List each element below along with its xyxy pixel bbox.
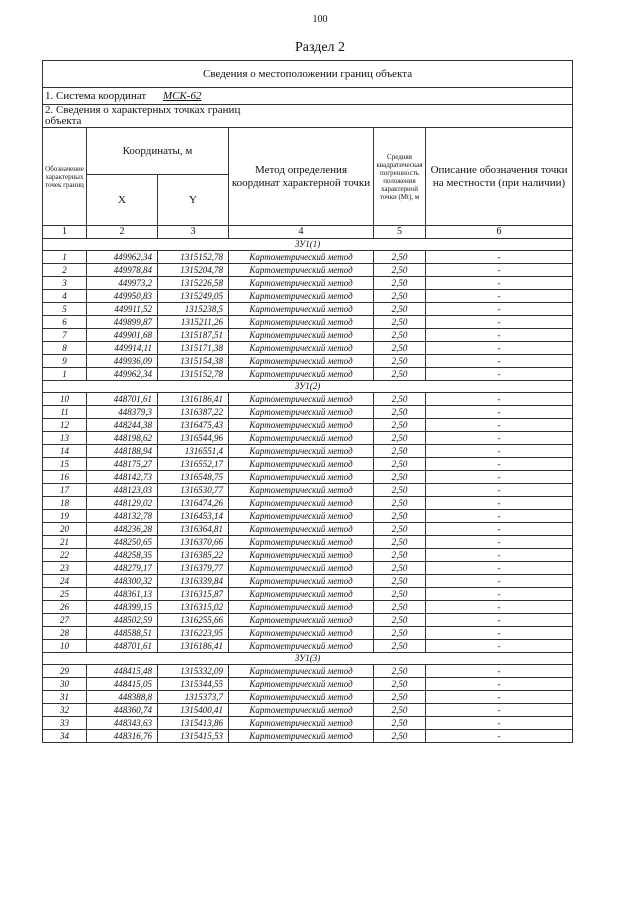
table-row [43, 303, 573, 316]
coord-y: 1315373,7 [158, 691, 229, 704]
error: 2,50 [374, 562, 426, 575]
table-row [43, 458, 573, 471]
method: Картометрический метод [229, 251, 374, 264]
point-number: 2 [43, 264, 87, 277]
coord-y: 1315226,58 [158, 277, 229, 290]
point-number: 22 [43, 549, 87, 562]
method: Картометрический метод [229, 640, 374, 653]
point-number: 25 [43, 588, 87, 601]
coord-y: 1316315,02 [158, 601, 229, 614]
method: Картометрический метод [229, 549, 374, 562]
table-row [43, 406, 573, 419]
coord-y: 1315211,26 [158, 316, 229, 329]
coord-y: 1315171,38 [158, 342, 229, 355]
method: Картометрический метод [229, 264, 374, 277]
char-points-label: 2. Сведения о характерных точках границ объекта [43, 105, 573, 128]
coord-x: 448415,48 [87, 665, 158, 678]
coord-y: 1315344,55 [158, 678, 229, 691]
method: Картометрический метод [229, 627, 374, 640]
coord-x: 448142,73 [87, 471, 158, 484]
coord-y: 1316186,41 [158, 393, 229, 406]
method: Картометрический метод [229, 717, 374, 730]
method: Картометрический метод [229, 665, 374, 678]
coord-x: 448188,94 [87, 445, 158, 458]
method: Картометрический метод [229, 562, 374, 575]
method: Картометрический метод [229, 329, 374, 342]
coord-x: 449936,09 [87, 355, 158, 368]
coord-y: 1316530,77 [158, 484, 229, 497]
table-row [43, 355, 573, 368]
description: - [426, 575, 573, 588]
table-row [43, 614, 573, 627]
table-row [43, 510, 573, 523]
coord-y: 1315152,78 [158, 251, 229, 264]
coord-y: 1315400,41 [158, 704, 229, 717]
method: Картометрический метод [229, 588, 374, 601]
point-number: 30 [43, 678, 87, 691]
error: 2,50 [374, 406, 426, 419]
group-name: ЗУ1(3) [43, 653, 573, 665]
description: - [426, 601, 573, 614]
table-row [43, 277, 573, 290]
error: 2,50 [374, 704, 426, 717]
description: - [426, 303, 573, 316]
coord-y: 1315249,05 [158, 290, 229, 303]
coord-x: 448300,32 [87, 575, 158, 588]
description: - [426, 717, 573, 730]
coord-y: 1316223,95 [158, 627, 229, 640]
description: - [426, 342, 573, 355]
description: - [426, 730, 573, 743]
coord-y: 1315154,38 [158, 355, 229, 368]
coord-x: 448236,28 [87, 523, 158, 536]
error: 2,50 [374, 678, 426, 691]
table-row [43, 575, 573, 588]
error: 2,50 [374, 730, 426, 743]
table-row [43, 588, 573, 601]
point-number: 10 [43, 640, 87, 653]
point-number: 34 [43, 730, 87, 743]
table-row [43, 562, 573, 575]
coord-y: 1315238,5 [158, 303, 229, 316]
point-number: 16 [43, 471, 87, 484]
coord-x: 448701,61 [87, 393, 158, 406]
error: 2,50 [374, 264, 426, 277]
method: Картометрический метод [229, 277, 374, 290]
coord-x: 448415,05 [87, 678, 158, 691]
coord-y: 1316379,77 [158, 562, 229, 575]
column-number: 6 [426, 226, 573, 239]
method: Картометрический метод [229, 419, 374, 432]
column-number: 2 [87, 226, 158, 239]
point-number: 11 [43, 406, 87, 419]
coord-system-row [43, 88, 573, 105]
error: 2,50 [374, 717, 426, 730]
header-point-designation: Обозначение характерных точек границ [43, 128, 87, 226]
error: 2,50 [374, 627, 426, 640]
description: - [426, 562, 573, 575]
table-row [43, 445, 573, 458]
method: Картометрический метод [229, 536, 374, 549]
error: 2,50 [374, 277, 426, 290]
method: Картометрический метод [229, 691, 374, 704]
method: Картометрический метод [229, 368, 374, 381]
description: - [426, 588, 573, 601]
method: Картометрический метод [229, 471, 374, 484]
error: 2,50 [374, 614, 426, 627]
coord-y: 1316475,43 [158, 419, 229, 432]
method: Картометрический метод [229, 406, 374, 419]
description: - [426, 355, 573, 368]
coord-y: 1315187,51 [158, 329, 229, 342]
table-row [43, 432, 573, 445]
coord-y: 1316364,81 [158, 523, 229, 536]
coord-x: 448123,03 [87, 484, 158, 497]
description: - [426, 277, 573, 290]
header-row-1 [43, 128, 573, 175]
description: - [426, 251, 573, 264]
error: 2,50 [374, 691, 426, 704]
error: 2,50 [374, 510, 426, 523]
group-row [43, 653, 573, 665]
coord-x: 448244,38 [87, 419, 158, 432]
point-number: 14 [43, 445, 87, 458]
table-row [43, 601, 573, 614]
error: 2,50 [374, 549, 426, 562]
coord-x: 448198,62 [87, 432, 158, 445]
point-number: 12 [43, 419, 87, 432]
table-row [43, 290, 573, 303]
error: 2,50 [374, 290, 426, 303]
table-row [43, 329, 573, 342]
coord-x: 449962,34 [87, 368, 158, 381]
point-number: 6 [43, 316, 87, 329]
point-number: 8 [43, 342, 87, 355]
error: 2,50 [374, 329, 426, 342]
coord-x: 449962,34 [87, 251, 158, 264]
method: Картометрический метод [229, 510, 374, 523]
description: - [426, 264, 573, 277]
method: Картометрический метод [229, 601, 374, 614]
point-number: 13 [43, 432, 87, 445]
description: - [426, 484, 573, 497]
coord-y: 1316551,4 [158, 445, 229, 458]
description: - [426, 497, 573, 510]
description: - [426, 316, 573, 329]
method: Картометрический метод [229, 458, 374, 471]
point-number: 1 [43, 251, 87, 264]
header-y: Y [158, 175, 229, 226]
error: 2,50 [374, 575, 426, 588]
coord-y: 1316552,17 [158, 458, 229, 471]
coord-y: 1316385,22 [158, 549, 229, 562]
description: - [426, 665, 573, 678]
description: - [426, 691, 573, 704]
coord-y: 1316370,66 [158, 536, 229, 549]
boundary-form [42, 60, 572, 743]
point-number: 4 [43, 290, 87, 303]
coord-y: 1315332,09 [158, 665, 229, 678]
header-description: Описание обозначения точки на местности (при наличии) [426, 128, 573, 226]
point-number: 28 [43, 627, 87, 640]
method: Картометрический метод [229, 432, 374, 445]
coord-x: 448399,15 [87, 601, 158, 614]
coord-x: 448701,61 [87, 640, 158, 653]
coord-x: 448388,8 [87, 691, 158, 704]
coord-x: 449973,2 [87, 277, 158, 290]
coord-y: 1316474,26 [158, 497, 229, 510]
error: 2,50 [374, 355, 426, 368]
error: 2,50 [374, 342, 426, 355]
point-number: 5 [43, 303, 87, 316]
point-number: 18 [43, 497, 87, 510]
coord-x: 448360,74 [87, 704, 158, 717]
error: 2,50 [374, 432, 426, 445]
description: - [426, 432, 573, 445]
method: Картометрический метод [229, 678, 374, 691]
header-error: Средняя квадратическая погрешность положения характерной точки (Mt), м [374, 128, 426, 226]
method: Картометрический метод [229, 704, 374, 717]
method: Картометрический метод [229, 497, 374, 510]
group-row [43, 381, 573, 393]
method: Картометрический метод [229, 484, 374, 497]
column-number: 1 [43, 226, 87, 239]
description: - [426, 510, 573, 523]
header-coordinates: Координаты, м [87, 128, 229, 175]
method: Картометрический метод [229, 303, 374, 316]
error: 2,50 [374, 316, 426, 329]
description: - [426, 640, 573, 653]
char-points-row [43, 105, 573, 128]
section-title: Раздел 2 [294, 40, 346, 55]
point-number: 27 [43, 614, 87, 627]
description: - [426, 290, 573, 303]
error: 2,50 [374, 471, 426, 484]
description: - [426, 704, 573, 717]
table-row [43, 549, 573, 562]
table-row [43, 419, 573, 432]
point-number: 20 [43, 523, 87, 536]
coord-y: 1316255,66 [158, 614, 229, 627]
coord-y: 1315415,53 [158, 730, 229, 743]
error: 2,50 [374, 445, 426, 458]
group-name: ЗУ1(2) [43, 381, 573, 393]
error: 2,50 [374, 484, 426, 497]
coord-x: 448361,13 [87, 588, 158, 601]
table-row [43, 717, 573, 730]
description: - [426, 368, 573, 381]
point-number: 15 [43, 458, 87, 471]
table-row [43, 497, 573, 510]
table-row [43, 536, 573, 549]
coord-x: 448129,02 [87, 497, 158, 510]
coord-x: 448258,35 [87, 549, 158, 562]
header-x: X [87, 175, 158, 226]
coord-system-cell [43, 88, 573, 105]
error: 2,50 [374, 523, 426, 536]
coord-y: 1316544,96 [158, 432, 229, 445]
description: - [426, 406, 573, 419]
point-number: 1 [43, 368, 87, 381]
method: Картометрический метод [229, 523, 374, 536]
coord-system-value: МСК-62 [162, 90, 202, 102]
table-row [43, 251, 573, 264]
column-number: 3 [158, 226, 229, 239]
coord-x: 448316,76 [87, 730, 158, 743]
coord-y: 1316453,14 [158, 510, 229, 523]
description: - [426, 614, 573, 627]
coord-x: 448250,65 [87, 536, 158, 549]
table-row [43, 730, 573, 743]
table-row [43, 665, 573, 678]
method: Картометрический метод [229, 316, 374, 329]
coord-y: 1316387,22 [158, 406, 229, 419]
method: Картометрический метод [229, 730, 374, 743]
description: - [426, 678, 573, 691]
point-number: 31 [43, 691, 87, 704]
coord-x: 448502,59 [87, 614, 158, 627]
error: 2,50 [374, 303, 426, 316]
description: - [426, 627, 573, 640]
coord-y: 1315413,86 [158, 717, 229, 730]
error: 2,50 [374, 588, 426, 601]
table-row [43, 640, 573, 653]
table-row [43, 484, 573, 497]
method: Картометрический метод [229, 342, 374, 355]
table-row [43, 264, 573, 277]
table-row [43, 691, 573, 704]
description: - [426, 523, 573, 536]
point-number: 19 [43, 510, 87, 523]
coord-y: 1316339,84 [158, 575, 229, 588]
description: - [426, 445, 573, 458]
table-row [43, 342, 573, 355]
coord-y: 1315152,78 [158, 368, 229, 381]
description: - [426, 419, 573, 432]
point-number: 29 [43, 665, 87, 678]
description: - [426, 536, 573, 549]
point-number: 32 [43, 704, 87, 717]
group-row [43, 239, 573, 251]
coord-x: 448379,3 [87, 406, 158, 419]
table-row [43, 523, 573, 536]
point-number: 24 [43, 575, 87, 588]
method: Картометрический метод [229, 614, 374, 627]
description: - [426, 393, 573, 406]
method: Картометрический метод [229, 355, 374, 368]
coord-x: 448588,51 [87, 627, 158, 640]
table-row [43, 678, 573, 691]
coord-x: 449901,68 [87, 329, 158, 342]
point-number: 33 [43, 717, 87, 730]
coord-y: 1315204,78 [158, 264, 229, 277]
point-number: 7 [43, 329, 87, 342]
error: 2,50 [374, 251, 426, 264]
point-number: 3 [43, 277, 87, 290]
coord-x: 449978,84 [87, 264, 158, 277]
coord-y: 1316548,75 [158, 471, 229, 484]
method: Картометрический метод [229, 445, 374, 458]
coord-y: 1316315,87 [158, 588, 229, 601]
point-number: 10 [43, 393, 87, 406]
description: - [426, 471, 573, 484]
error: 2,50 [374, 665, 426, 678]
form-title-row [43, 61, 573, 88]
point-number: 21 [43, 536, 87, 549]
form-title: Сведения о местоположении границ объекта [43, 61, 573, 88]
coord-x: 448175,27 [87, 458, 158, 471]
table-row [43, 627, 573, 640]
point-number: 23 [43, 562, 87, 575]
coord-x: 449911,52 [87, 303, 158, 316]
error: 2,50 [374, 601, 426, 614]
table-row [43, 704, 573, 717]
description: - [426, 458, 573, 471]
description: - [426, 549, 573, 562]
error: 2,50 [374, 640, 426, 653]
point-number: 26 [43, 601, 87, 614]
table-row [43, 393, 573, 406]
table-row [43, 471, 573, 484]
table-row [43, 316, 573, 329]
coord-x: 448279,17 [87, 562, 158, 575]
error: 2,50 [374, 458, 426, 471]
description: - [426, 329, 573, 342]
error: 2,50 [374, 419, 426, 432]
coord-x: 449950,83 [87, 290, 158, 303]
coord-x: 449914,11 [87, 342, 158, 355]
error: 2,50 [374, 368, 426, 381]
column-number: 5 [374, 226, 426, 239]
header-method: Метод определения координат характерной точки [229, 128, 374, 226]
error: 2,50 [374, 536, 426, 549]
page-number: 100 [312, 14, 328, 25]
error: 2,50 [374, 497, 426, 510]
coord-x: 448132,78 [87, 510, 158, 523]
boundary-table [42, 60, 573, 743]
point-number: 9 [43, 355, 87, 368]
table-row [43, 368, 573, 381]
column-number: 4 [229, 226, 374, 239]
column-numbers-row [43, 226, 573, 239]
method: Картометрический метод [229, 290, 374, 303]
coord-system-label: 1. Система координат [45, 90, 147, 102]
group-name: ЗУ1(1) [43, 239, 573, 251]
coord-y: 1316186,41 [158, 640, 229, 653]
method: Картометрический метод [229, 575, 374, 588]
coord-x: 448343,63 [87, 717, 158, 730]
method: Картометрический метод [229, 393, 374, 406]
coord-x: 449899,87 [87, 316, 158, 329]
error: 2,50 [374, 393, 426, 406]
point-number: 17 [43, 484, 87, 497]
